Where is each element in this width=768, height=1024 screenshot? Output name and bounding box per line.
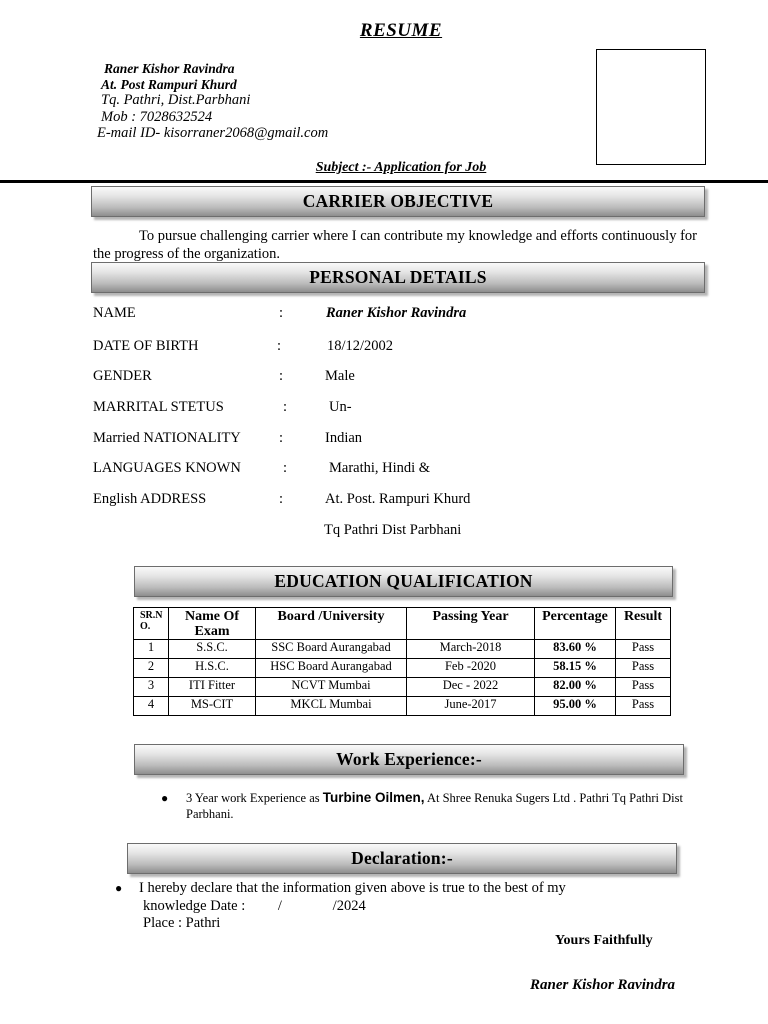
resume-title: RESUME — [359, 20, 443, 41]
cell-exam: MS-CIT — [169, 697, 256, 716]
personal-colon: : — [279, 368, 284, 384]
personal-colon: : — [277, 338, 282, 354]
cell-percentage: 95.00 % — [535, 697, 616, 716]
cell-exam: ITI Fitter — [169, 678, 256, 697]
closing-text: Yours Faithfully — [555, 933, 653, 948]
personal-label-name: NAME — [93, 305, 136, 321]
cell-year: June-2017 — [407, 697, 535, 716]
cell-result: Pass — [616, 678, 671, 697]
contact-address-line1: At. Post Rampuri Khurd — [101, 77, 237, 92]
cell-exam: H.S.C. — [169, 659, 256, 678]
cell-exam: S.S.C. — [169, 640, 256, 659]
declaration-line1: I hereby declare that the information given above is true to the best of my — [139, 880, 566, 896]
cell-percentage: 83.60 % — [535, 640, 616, 659]
table-row — [134, 678, 671, 697]
cell-result: Pass — [616, 659, 671, 678]
work-role: Turbine Oilmen, — [322, 790, 425, 805]
cell-percentage: 82.00 % — [535, 678, 616, 697]
cell-result: Pass — [616, 640, 671, 659]
cell-board: HSC Board Aurangabad — [256, 659, 407, 678]
cell-year: March-2018 — [407, 640, 535, 659]
table-row — [134, 659, 671, 678]
personal-colon: : — [279, 491, 284, 507]
personal-colon: : — [283, 399, 288, 415]
bullet-icon: ● — [161, 791, 169, 805]
cell-board: SSC Board Aurangabad — [256, 640, 407, 659]
personal-colon: : — [283, 460, 288, 476]
cell-board: NCVT Mumbai — [256, 678, 407, 697]
cell-result: Pass — [616, 697, 671, 716]
personal-label-languages: LANGUAGES KNOWN — [93, 460, 241, 476]
section-header-education: EDUCATION QUALIFICATION — [134, 566, 673, 597]
cell-year: Feb -2020 — [407, 659, 535, 678]
cell-srno: 4 — [134, 697, 169, 716]
personal-value-address-line2: Tq Pathri Dist Parbhani — [324, 522, 462, 538]
objective-text: To pursue challenging carrier where I can contribute my knowledge and efforts continuously for the progress of the organization. — [93, 228, 697, 262]
education-table — [133, 607, 671, 716]
declaration-date: knowledge Date : / /2024 — [143, 898, 366, 914]
personal-label-address: English ADDRESS — [93, 491, 207, 507]
section-header-declaration: Declaration:- — [127, 843, 677, 874]
cell-percentage: 58.15 % — [535, 659, 616, 678]
personal-value-dob: 18/12/2002 — [327, 338, 394, 354]
contact-mobile: Mob : 7028632524 — [101, 109, 213, 125]
work-suffix: At Shree Renuka Sugers Ltd . Pathri Tq Pathri Dist Parbhani. — [186, 791, 683, 821]
declaration-place: Place : Pathri — [143, 915, 221, 931]
photo-placeholder — [596, 49, 706, 165]
personal-value-address: At. Post. Rampuri Khurd — [325, 491, 471, 507]
cell-year: Dec - 2022 — [407, 678, 535, 697]
col-header-exam: Name Of Exam — [169, 608, 256, 640]
table-row — [134, 640, 671, 659]
col-header-result: Result — [616, 608, 671, 640]
contact-name: Raner Kishor Ravindra — [104, 61, 235, 76]
contact-address-line2: Tq. Pathri, Dist.Parbhani — [101, 92, 251, 108]
cell-srno: 3 — [134, 678, 169, 697]
personal-label-nationality: Married NATIONALITY — [93, 430, 241, 446]
subject-line: Subject :- Application for Job — [315, 160, 487, 175]
cell-srno: 1 — [134, 640, 169, 659]
col-header-year: Passing Year — [407, 608, 535, 640]
col-header-srno: SR.N O. — [134, 608, 169, 640]
education-header-row — [134, 608, 671, 640]
section-header-work: Work Experience:- — [134, 744, 684, 775]
contact-email: E-mail ID- kisorraner2068@gmail.com — [97, 125, 329, 141]
personal-value-marital: Un- — [329, 399, 352, 415]
personal-label-marital: MARRITAL STETUS — [93, 399, 224, 415]
cell-srno: 2 — [134, 659, 169, 678]
col-header-percentage: Percentage — [535, 608, 616, 640]
personal-value-nationality: Indian — [325, 430, 363, 446]
work-prefix: 3 Year work Experience as — [186, 791, 320, 805]
bullet-icon: ● — [115, 881, 123, 895]
personal-label-gender: GENDER — [93, 368, 152, 384]
personal-colon: : — [279, 305, 284, 321]
personal-label-dob: DATE OF BIRTH — [93, 338, 199, 354]
personal-value-name: Raner Kishor Ravindra — [326, 305, 467, 321]
table-row — [134, 697, 671, 716]
personal-colon: : — [279, 430, 284, 446]
section-header-objective: CARRIER OBJECTIVE — [91, 186, 705, 217]
cell-board: MKCL Mumbai — [256, 697, 407, 716]
header-divider — [0, 180, 768, 183]
personal-value-languages: Marathi, Hindi & — [329, 460, 431, 476]
section-header-personal: PERSONAL DETAILS — [91, 262, 705, 293]
col-header-board: Board /University — [256, 608, 407, 640]
signature-name: Raner Kishor Ravindra — [530, 977, 676, 993]
work-experience-item — [186, 790, 708, 822]
personal-value-gender: Male — [325, 368, 355, 384]
